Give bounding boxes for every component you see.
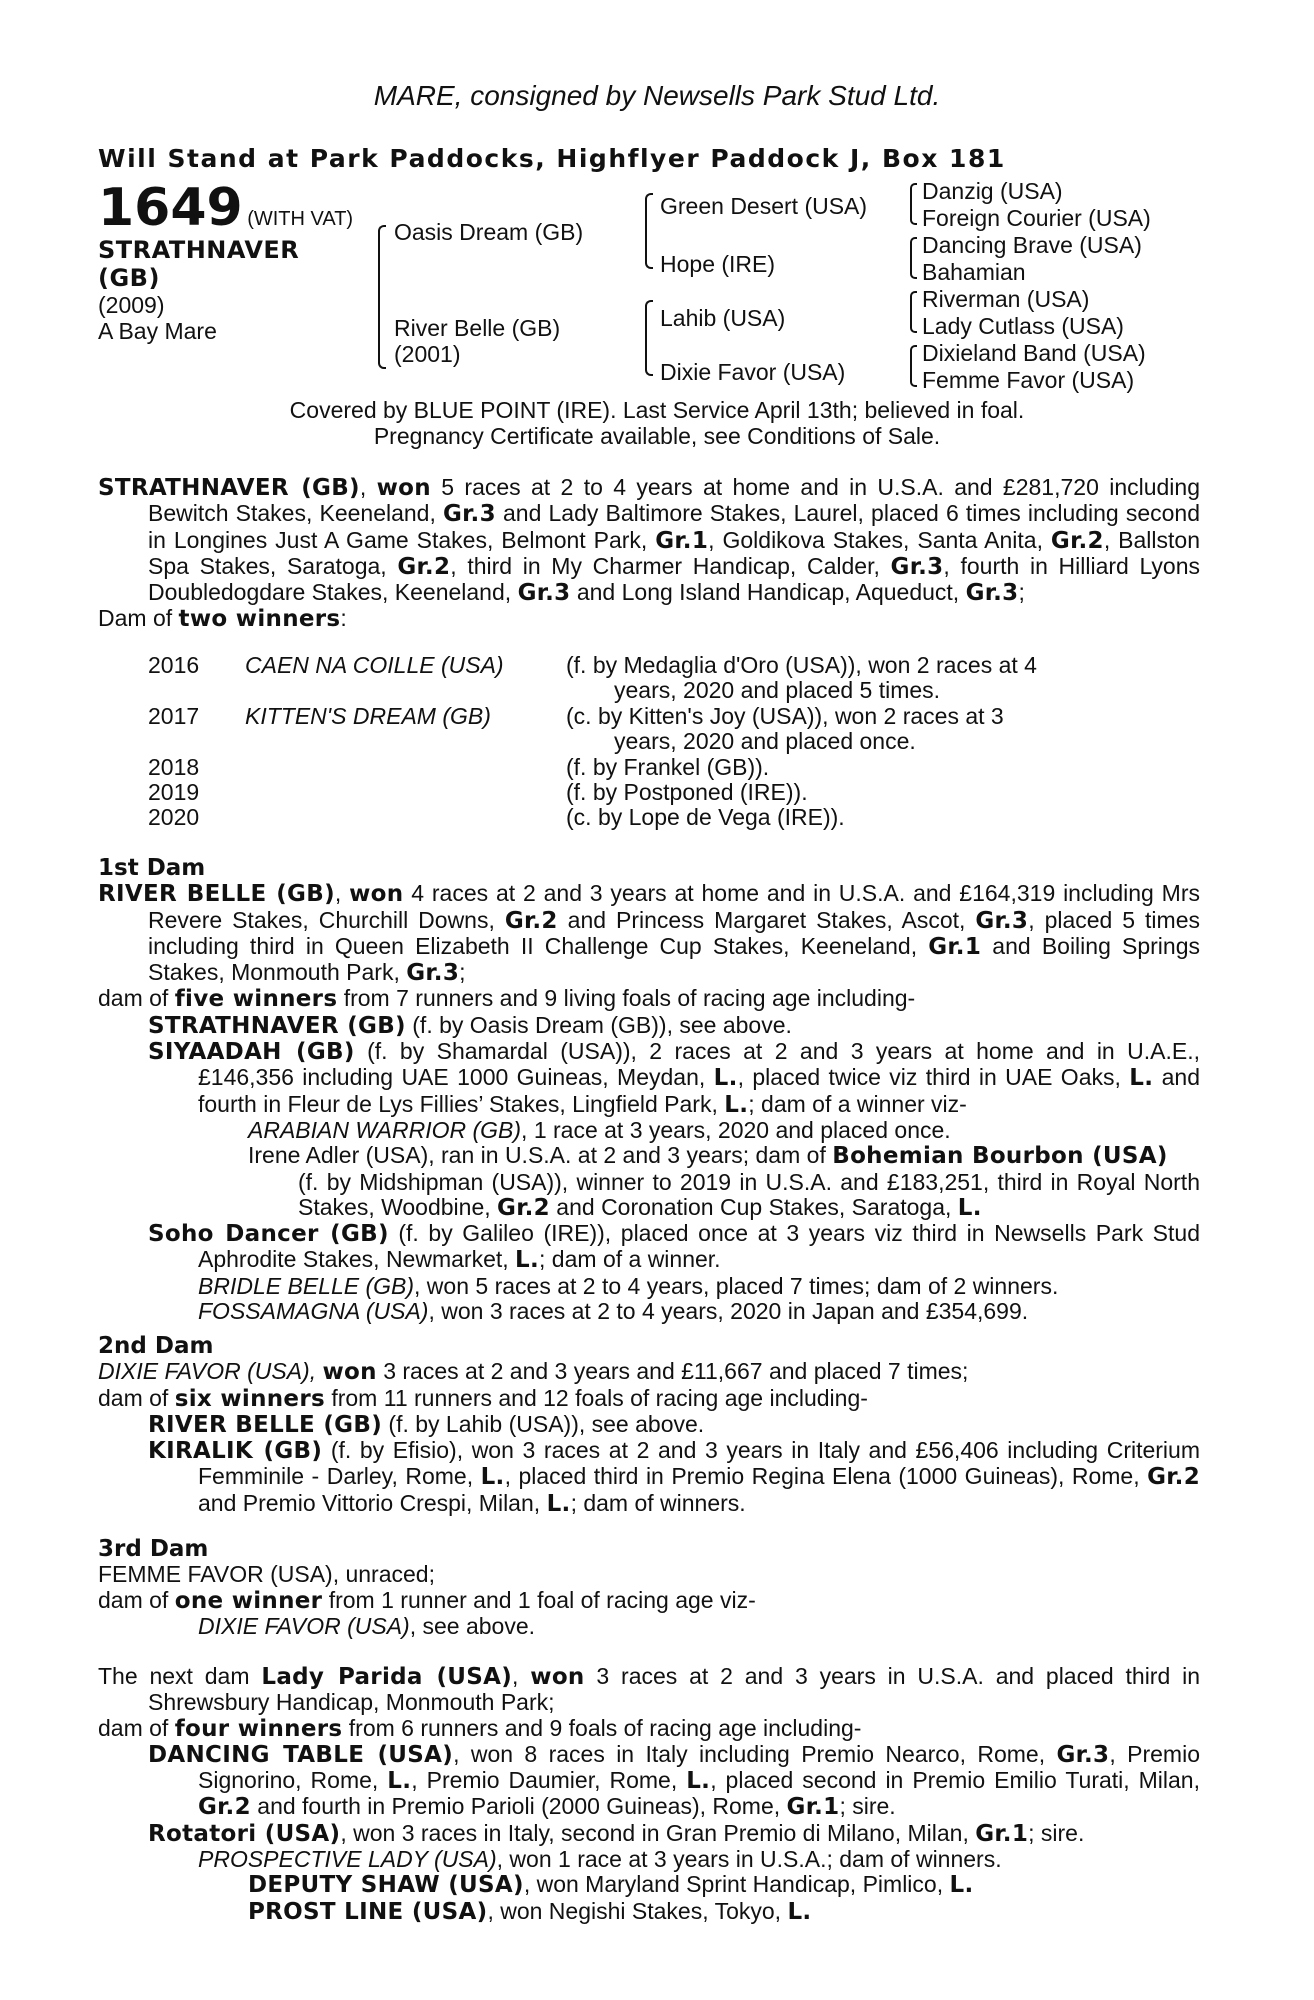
- pedigree-dam-year: (2001): [394, 341, 461, 367]
- horse-description: A Bay Mare: [98, 318, 217, 344]
- third-dam-record: FEMME FAVOR (USA), unraced;: [98, 1561, 435, 1588]
- listed-badge: L.: [949, 1872, 974, 1899]
- text: and Boiling Springs Stakes, Monmouth Park,: [148, 932, 1200, 986]
- third-dam-section: [98, 1537, 1200, 1639]
- progeny-name: KITTEN'S DREAM (GB): [245, 703, 491, 729]
- text: from 6 runners and 9 foals of racing age including-: [342, 1714, 862, 1741]
- text: , see above.: [409, 1612, 536, 1639]
- pedigree-brace-sire: [645, 193, 653, 269]
- produce-name: RIVER BELLE (GB): [148, 1411, 383, 1438]
- produce-subentry: [98, 1899, 1200, 1925]
- produce-entry: [98, 1438, 1200, 1517]
- progeny-row: [148, 704, 1148, 755]
- foaling-year: (2009): [98, 292, 165, 318]
- won-label: won: [376, 475, 431, 501]
- second-dam-record: [98, 1359, 1200, 1385]
- listed-badge: L.: [686, 1768, 711, 1795]
- text: (f. by Midshipman (USA)), winner to 2019 in U.S.A. and £183,251, third in Royal North Stakes, Woodbine,: [298, 1168, 1200, 1220]
- horse-name: STRATHNAVER: [98, 236, 300, 264]
- progeny-row: [148, 805, 1148, 831]
- text: and Lady Baltimore Stakes, Laurel, placed 6 times including second in Longines Just A Game Stakes, Belmont Park,: [148, 500, 1201, 553]
- winners-count: six winners: [174, 1385, 325, 1412]
- listed-badge: L.: [387, 1768, 412, 1795]
- progeny-year: 2016: [148, 652, 200, 678]
- progeny-desc: (f. by Frankel (GB)).: [566, 754, 770, 780]
- text: , won 3 races at 2 to 4 years, 2020 in Japan and £354,699.: [428, 1298, 1029, 1325]
- text: :: [340, 605, 347, 632]
- text: ;: [1018, 579, 1025, 606]
- produce-name: SIYAADAH (GB): [148, 1039, 355, 1066]
- text: , placed third in Premio Regina Elena (1000 Guineas), Rome,: [504, 1463, 1148, 1490]
- dam-name: Lady Parida (USA): [261, 1664, 513, 1690]
- winners-count: four winners: [174, 1715, 343, 1742]
- grade-badge: Gr.3: [890, 553, 944, 580]
- text: 3 races at 2 and 3 years and £11,667 and placed 7 times;: [376, 1358, 969, 1385]
- grade-badge: Gr.2: [397, 553, 451, 580]
- progeny-year: 2017: [148, 703, 200, 729]
- pedigree-brace-gg2: [910, 237, 917, 279]
- produce-subentry: [98, 1872, 1200, 1898]
- text: ;: [459, 959, 466, 986]
- listed-badge: L.: [724, 1091, 749, 1118]
- text: , Ballston Spa Stakes, Saratoga,: [148, 526, 1200, 579]
- first-dam-record: RIVER BELLE (GB), won 4 races at 2 and 3 years at home and in U.S.A. and £164,319 including Mrs Revere Stakes, Churchill Downs, Gr.2 and Princess Margaret Stakes, Ascot, Gr.3, placed 5 times including third in Queen Elizabeth II Challenge Cup Stakes, Keeneland, Gr.1 and Boiling Springs Stakes, Monmouth Park, Gr.3;: [98, 880, 1201, 987]
- dam-of-line: [98, 986, 1200, 1012]
- stand-location: Will Stand at Park Paddocks, Highflyer Paddock J, Box 181: [98, 144, 1006, 173]
- winners-count: two winners: [178, 606, 341, 633]
- dam-of-line: [98, 1386, 1200, 1412]
- winners-count: five winners: [174, 986, 338, 1013]
- horse-country: (GB): [98, 264, 160, 292]
- pedigree-dam-sire: Lahib (USA): [660, 305, 786, 331]
- grade-badge: Gr.3: [517, 580, 571, 607]
- text: Dam of: [98, 605, 179, 632]
- pedigree-brace-dam: [645, 300, 653, 376]
- text: from 1 runner and 1 foal of racing age viz-: [322, 1586, 756, 1613]
- produce-entry: [98, 1299, 1200, 1324]
- pedigree-gg-5: Riverman (USA): [922, 286, 1090, 312]
- produce-name: DIXIE FAVOR (USA): [198, 1612, 410, 1639]
- main-intro: STRATHNAVER (GB), won 5 races at 2 to 4 years at home and in U.S.A. and £281,720 including Bewitch Stakes, Keeneland, Gr.3 and Lady Baltimore Stakes, Laurel, placed 6 times including second in Longines Just A Game Stakes, Belmont Park, Gr.1, Goldikova Stakes, Santa Anita, Gr.2, Ballston Spa Stakes, Saratoga, Gr.2, third in My Charmer Handicap, Calder, Gr.3, fourth in Hilliard Lyons Doubledogdare Stakes, Keeneland, Gr.3 and Long Island Handicap, Aqueduct, Gr.3;: [98, 474, 1201, 607]
- text: (f. by Galileo (IRE)), placed once at 3 years viz third in Newsells Park Stud Aphrodite Stakes, Newmarket,: [198, 1220, 1200, 1273]
- pedigree-brace-main: [378, 225, 386, 369]
- grade-badge: Gr.3: [406, 960, 460, 987]
- text: and Coronation Cup Stakes, Saratoga,: [549, 1193, 958, 1220]
- text: , Premio Daumier, Rome,: [411, 1767, 687, 1794]
- dam-of-line: [98, 1588, 1200, 1614]
- text: and Long Island Handicap, Aqueduct,: [570, 579, 966, 606]
- text: The next dam: [98, 1663, 262, 1689]
- produce-name: ARABIAN WARRIOR (GB): [248, 1116, 522, 1143]
- text: ; sire.: [1028, 1819, 1085, 1846]
- won-label: won: [530, 1664, 585, 1690]
- grade-badge: Gr.2: [1147, 1464, 1200, 1491]
- progeny-desc: [566, 653, 1126, 704]
- text: years, 2020 and placed 5 times.: [614, 677, 941, 704]
- text: (f. by Shamardal (USA)), 2 races at 2 and 3 years at home and in U.A.E., £146,356 including UAE 1000 Guineas, Meydan,: [198, 1038, 1200, 1091]
- text: and Princess Margaret Stakes, Ascot,: [557, 906, 976, 933]
- grade-badge: Gr.1: [655, 527, 709, 554]
- produce-name: STRATHNAVER (GB): [148, 1012, 406, 1039]
- second-dam-section: [98, 1334, 1200, 1517]
- text: , won Maryland Sprint Handicap, Pimlico,: [523, 1871, 950, 1898]
- vat-label: (WITH VAT): [247, 208, 354, 230]
- text: , won 3 races in Italy, second in Gran Premio di Milano, Milan,: [340, 1819, 976, 1846]
- pedigree-sire-dam: Hope (IRE): [660, 251, 776, 277]
- produce-subentry: [98, 1170, 1200, 1222]
- produce-entry: [98, 1039, 1200, 1118]
- text: dam of: [98, 1586, 175, 1613]
- text: , fourth in Hilliard Lyons Doubledogdare Stakes, Keeneland,: [148, 552, 1201, 606]
- text: (f. by Medaglia d'Oro (USA)), won 2 races at 4: [566, 652, 1037, 678]
- pedigree-dam-dam: Dixie Favor (USA): [660, 359, 846, 385]
- pedigree-gg-7: Dixieland Band (USA): [922, 340, 1146, 366]
- text: , placed 5 times including third in Queen Elizabeth II Challenge Cup Stakes, Keeneland,: [148, 906, 1200, 959]
- grade-badge: Gr.2: [198, 1794, 251, 1821]
- text: (f. by Oasis Dream (GB)), see above.: [405, 1011, 792, 1038]
- text: 3 races at 2 and 3 years in U.S.A. and placed third in Shrewsbury Handicap, Monmouth Park;: [148, 1663, 1200, 1716]
- produce-name: DEPUTY SHAW (USA): [248, 1872, 524, 1899]
- text: from 11 runners and 12 foals of racing age including-: [324, 1384, 868, 1411]
- text: , Goldikova Stakes, Santa Anita,: [708, 526, 1051, 553]
- dam-name: RIVER BELLE (GB): [98, 881, 335, 908]
- pedigree-gg-3: Dancing Brave (USA): [922, 232, 1142, 258]
- text: ; dam of winners.: [570, 1489, 746, 1516]
- progeny-row: [148, 755, 1148, 781]
- listed-badge: L.: [787, 1898, 812, 1925]
- text: ,: [309, 1358, 323, 1385]
- text: dam of: [98, 1384, 175, 1411]
- certificate-note: Pregnancy Certificate available, see Conditions of Sale.: [373, 423, 941, 449]
- text: , third in My Charmer Handicap, Calder,: [450, 552, 891, 579]
- first-dam-section: [98, 856, 1200, 1324]
- text: years, 2020 and placed once.: [614, 728, 916, 755]
- listed-badge: L.: [546, 1490, 571, 1517]
- produce-entry: [98, 1821, 1200, 1847]
- text: and fourth in Premio Parioli (2000 Guineas), Rome,: [250, 1793, 787, 1820]
- produce-entry: [98, 1614, 1200, 1639]
- progeny-desc: [566, 704, 1126, 755]
- listed-badge: L.: [1129, 1065, 1154, 1092]
- produce-name: DANCING TABLE (USA): [148, 1741, 454, 1768]
- produce-name: FOSSAMAGNA (USA): [198, 1298, 429, 1325]
- next-dam-record: [98, 1664, 1200, 1716]
- section-heading: 2nd Dam: [98, 1333, 214, 1359]
- produce-subentry: [98, 1143, 1200, 1169]
- text: , placed twice viz third in UAE Oaks,: [737, 1064, 1130, 1091]
- text: , won 8 races in Italy including Premio Nearco, Rome,: [453, 1740, 1057, 1767]
- text: Irene Adler (USA), ran in U.S.A. at 2 and 3 years; dam of: [248, 1142, 833, 1169]
- text: 4 races at 2 and 3 years at home and in U.S.A. and £164,319 including Mrs Revere Stakes, Churchill Downs,: [148, 880, 1201, 933]
- winners-count: one winner: [174, 1587, 323, 1614]
- text: and Premio Vittorio Crespi, Milan,: [198, 1489, 547, 1516]
- produce-entry: [98, 1412, 1200, 1438]
- text: dam of: [98, 1714, 175, 1741]
- grade-badge: Gr.3: [965, 580, 1019, 607]
- pedigree-gg-8: Femme Favor (USA): [922, 367, 1135, 393]
- main-record: [98, 475, 1200, 633]
- text: ; sire.: [839, 1793, 896, 1820]
- text: , placed second in Premio Emilio Turati, Milan,: [710, 1767, 1200, 1794]
- lot-number: 1649: [98, 178, 243, 238]
- text: (f. by Efisio), won 3 races at 2 and 3 years in Italy and £56,406 including Criterium Femminile - Darley, Rome,: [198, 1437, 1200, 1490]
- section-heading: 3rd Dam: [98, 1536, 209, 1562]
- progeny-year: 2018: [148, 754, 200, 780]
- pedigree-brace-gg4: [910, 345, 917, 387]
- text: ,: [512, 1663, 531, 1689]
- next-dam-section: [98, 1664, 1200, 1925]
- pedigree-gg-1: Danzig (USA): [922, 178, 1063, 204]
- produce-entry: [98, 1742, 1200, 1821]
- grade-badge: Gr.2: [497, 1194, 550, 1221]
- progeny-desc: (f. by Postponed (IRE)).: [566, 779, 808, 805]
- won-label: won: [322, 1359, 377, 1386]
- text: from 7 runners and 9 living foals of racing age including-: [337, 985, 916, 1012]
- grade-badge: Gr.1: [786, 1794, 840, 1821]
- dam-of-line: [98, 1716, 1200, 1742]
- pedigree-sire-sire: Green Desert (USA): [660, 193, 868, 219]
- text: , won 1 race at 3 years in U.S.A.; dam of winners.: [496, 1846, 1002, 1873]
- produce-entry: [98, 1221, 1200, 1274]
- pedigree-sire: Oasis Dream (GB): [394, 219, 584, 245]
- listed-badge: L.: [515, 1247, 540, 1274]
- pedigree-gg-6: Lady Cutlass (USA): [922, 313, 1124, 339]
- text: , won 5 races at 2 to 4 years, placed 7 times; dam of 2 winners.: [414, 1272, 1059, 1299]
- grade-badge: Gr.1: [928, 933, 982, 960]
- grade-badge: Gr.3: [443, 501, 496, 528]
- progeny-row: [148, 653, 1148, 704]
- produce-name: Soho Dancer (GB): [148, 1221, 389, 1248]
- dam-name: DIXIE FAVOR (USA): [98, 1358, 310, 1385]
- text: , won Negishi Stakes, Tokyo,: [487, 1897, 788, 1924]
- dam-of-line: [98, 606, 1200, 632]
- listed-badge: L.: [480, 1464, 505, 1491]
- produce-name: PROSPECTIVE LADY (USA): [198, 1846, 497, 1873]
- text: ; dam of a winner.: [539, 1246, 721, 1273]
- grade-badge: Gr.3: [975, 907, 1029, 934]
- produce-name: KIRALIK (GB): [148, 1438, 323, 1465]
- progeny-name: CAEN NA COILLE (USA): [245, 652, 504, 678]
- grade-badge: Gr.2: [1050, 527, 1104, 554]
- produce-entry: [98, 1847, 1200, 1872]
- grade-badge: Gr.3: [1056, 1741, 1110, 1768]
- produce-entry: [98, 1274, 1200, 1299]
- progeny-year: 2019: [148, 779, 200, 805]
- main-name: STRATHNAVER (GB): [98, 475, 360, 501]
- won-label: won: [349, 881, 404, 908]
- text: , Premio Signorino, Rome,: [198, 1740, 1200, 1794]
- text: and fourth in Fleur de Lys Fillies’ Stakes, Lingfield Park,: [198, 1064, 1200, 1117]
- section-heading: 1st Dam: [98, 855, 206, 881]
- produce-name: Rotatori (USA): [148, 1820, 341, 1847]
- grade-badge: Gr.1: [975, 1820, 1029, 1847]
- grade-badge: Gr.2: [504, 907, 558, 934]
- listed-badge: L.: [957, 1194, 982, 1221]
- text: dam of: [98, 985, 175, 1012]
- pedigree-dam: River Belle (GB): [394, 315, 561, 341]
- produce-name: BRIDLE BELLE (GB): [198, 1272, 415, 1299]
- lot-number-block: [98, 178, 353, 238]
- pedigree-brace-gg1: [910, 183, 917, 225]
- produce-name: PROST LINE (USA): [248, 1898, 488, 1925]
- progeny-desc: (c. by Lope de Vega (IRE)).: [566, 804, 845, 830]
- progeny-year: 2020: [148, 804, 200, 830]
- text: , 1 race at 3 years, 2020 and placed once.: [521, 1116, 951, 1143]
- produce-entry: [98, 1013, 1200, 1039]
- pedigree-gg-2: Foreign Courier (USA): [922, 205, 1151, 231]
- covered-note: Covered by BLUE POINT (IRE). Last Service April 13th; believed in foal.: [289, 397, 1025, 423]
- produce-subentry: [98, 1118, 1200, 1143]
- progeny-row: [148, 780, 1148, 806]
- progeny-table: [148, 653, 1148, 843]
- pedigree-brace-gg3: [910, 291, 917, 333]
- pedigree-gg-4: Bahamian: [922, 259, 1026, 285]
- text: 5 races at 2 to 4 years at home and in U.S.A. and £281,720 including Bewitch Stakes, Keeneland,: [148, 474, 1201, 527]
- produce-name: Bohemian Bourbon (USA): [832, 1143, 1168, 1170]
- text: ; dam of a winner viz-: [748, 1090, 967, 1117]
- listed-badge: L.: [713, 1065, 738, 1092]
- consignor-line: MARE, consigned by Newsells Park Stud Ltd.: [373, 80, 941, 111]
- text: (f. by Lahib (USA)), see above.: [382, 1410, 705, 1437]
- text: (c. by Kitten's Joy (USA)), won 2 races at 3: [566, 703, 1004, 729]
